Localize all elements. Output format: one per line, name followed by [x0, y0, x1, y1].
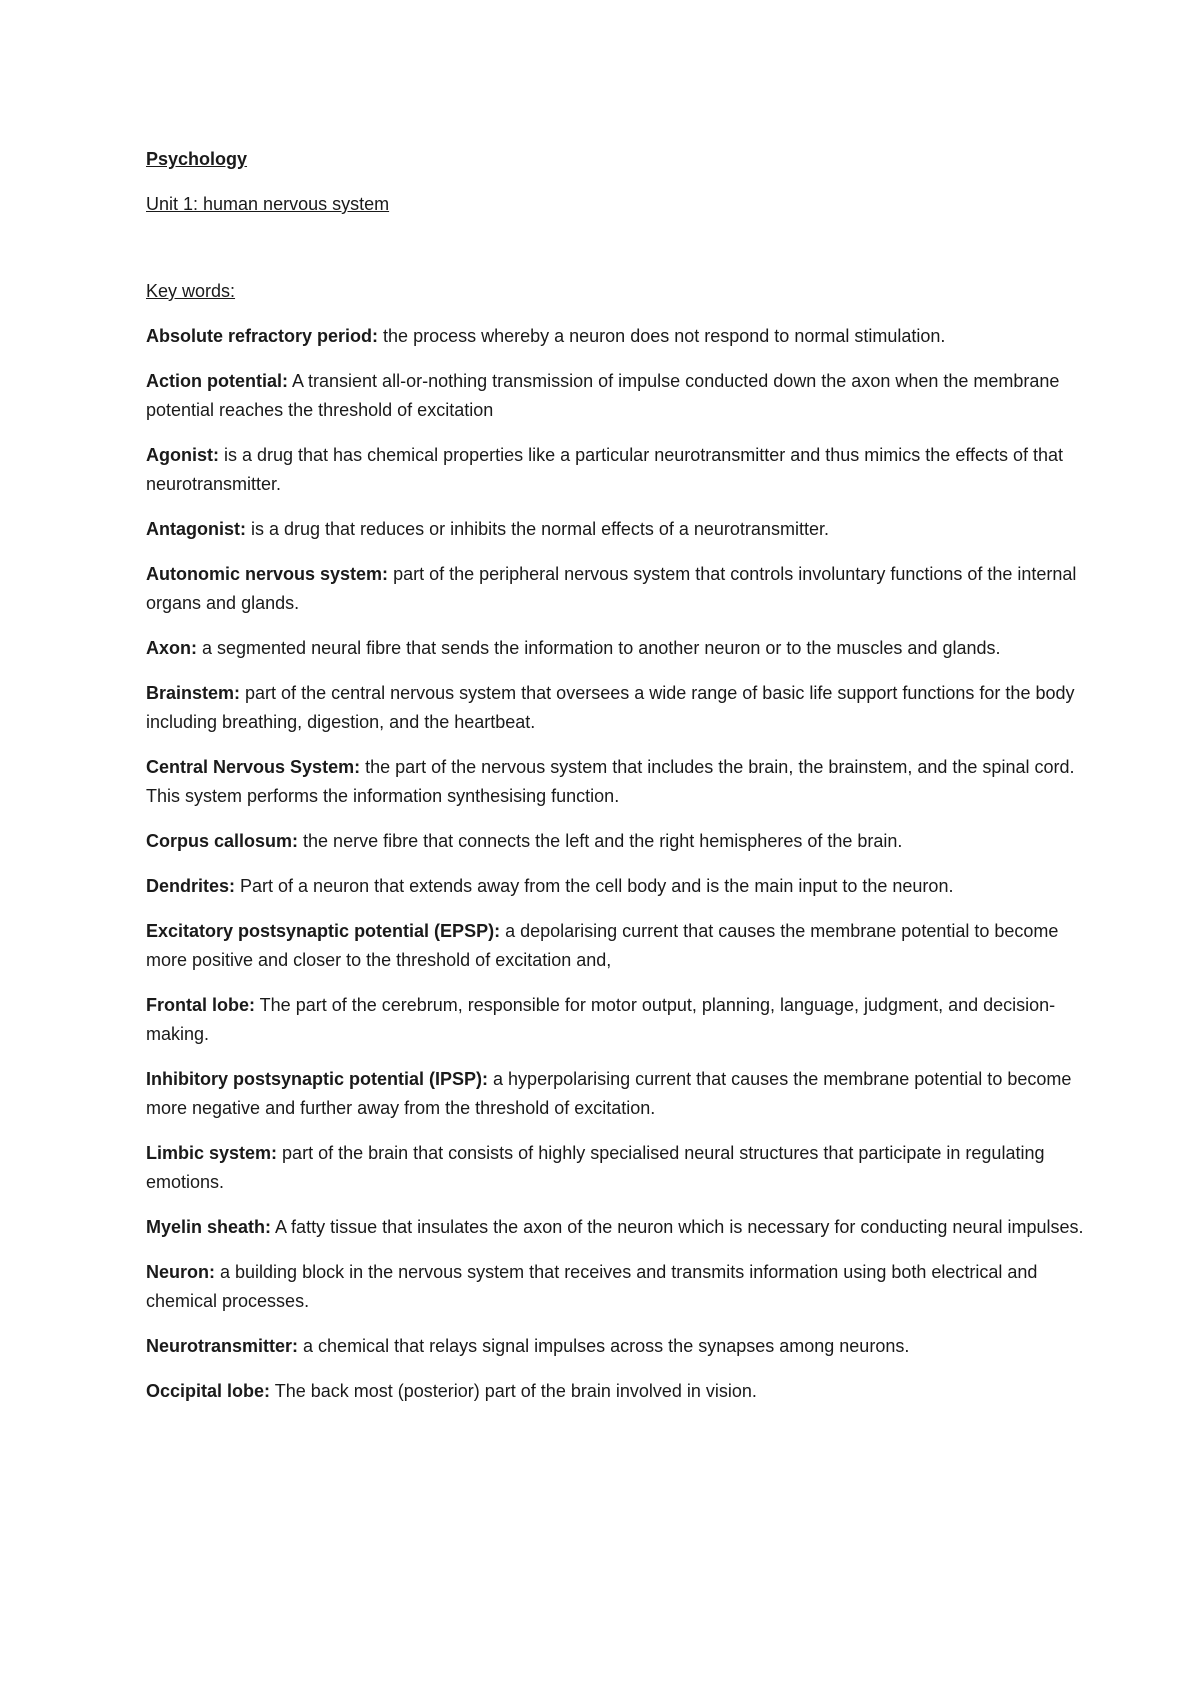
glossary-list — [146, 322, 1086, 1406]
glossary-term: Agonist: — [146, 445, 219, 465]
glossary-term: Axon: — [146, 638, 197, 658]
glossary-definition: a hyperpolarising current that causes the membrane potential to become more negative and further away from the threshold of excitation. — [146, 1069, 1072, 1118]
glossary-term: Neuron: — [146, 1262, 215, 1282]
glossary-definition: part of the peripheral nervous system that controls involuntary functions of the internal organs and glands. — [146, 564, 1077, 613]
glossary-term: Dendrites: — [146, 876, 236, 896]
glossary-entry — [146, 991, 1086, 1049]
glossary-term: Limbic system: — [146, 1143, 278, 1163]
glossary-term: Inhibitory postsynaptic potential (IPSP): — [146, 1069, 489, 1089]
glossary-entry — [146, 1377, 1086, 1406]
glossary-definition: Part of a neuron that extends away from the cell body and is the main input to the neuron. — [235, 876, 954, 896]
glossary-entry — [146, 441, 1086, 499]
document-title: Psychology — [146, 149, 248, 169]
glossary-definition: a segmented neural fibre that sends the information to another neuron or to the muscles and glands. — [197, 638, 1001, 658]
glossary-term: Central Nervous System: — [146, 757, 361, 777]
glossary-entry — [146, 322, 1086, 351]
glossary-definition: part of the central nervous system that oversees a wide range of basic life support functions for the body including breathing, digestion, and the heartbeat. — [146, 683, 1075, 732]
glossary-entry — [146, 1213, 1086, 1242]
glossary-entry — [146, 634, 1086, 663]
glossary-definition: the process whereby a neuron does not respond to normal stimulation. — [378, 326, 946, 346]
glossary-entry — [146, 1139, 1086, 1197]
glossary-entry — [146, 872, 1086, 901]
glossary-term: Brainstem: — [146, 683, 241, 703]
glossary-definition: a building block in the nervous system that receives and transmits information using both electrical and chemical processes. — [146, 1262, 1038, 1311]
glossary-definition: A transient all-or-nothing transmission of impulse conducted down the axon when the membrane potential reaches the threshold of excitation — [146, 371, 1060, 420]
glossary-definition: The back most (posterior) part of the brain involved in vision. — [270, 1381, 757, 1401]
glossary-term: Corpus callosum: — [146, 831, 299, 851]
glossary-definition: part of the brain that consists of highly specialised neural structures that participate in regulating emotions. — [146, 1143, 1045, 1192]
glossary-term: Absolute refractory period: — [146, 326, 379, 346]
glossary-entry — [146, 753, 1086, 811]
glossary-definition: a depolarising current that causes the membrane potential to become more positive and closer to the threshold of excitation and, — [146, 921, 1059, 970]
glossary-definition: a chemical that relays signal impulses across the synapses among neurons. — [298, 1336, 910, 1356]
glossary-entry — [146, 827, 1086, 856]
glossary-entry — [146, 917, 1086, 975]
keywords-heading: Key words: — [146, 281, 236, 301]
glossary-term: Frontal lobe: — [146, 995, 255, 1015]
glossary-term: Action potential: — [146, 371, 288, 391]
glossary-term: Antagonist: — [146, 519, 246, 539]
document-content — [146, 145, 1086, 1422]
glossary-term: Myelin sheath: — [146, 1217, 272, 1237]
glossary-entry — [146, 367, 1086, 425]
glossary-definition: the part of the nervous system that includes the brain, the brainstem, and the spinal cord. This system performs the information synthesising function. — [146, 757, 1075, 806]
glossary-term: Occipital lobe: — [146, 1381, 271, 1401]
glossary-definition: The part of the cerebrum, responsible for motor output, planning, language, judgment, and decision-making. — [146, 995, 1056, 1044]
glossary-entry — [146, 560, 1086, 618]
glossary-definition: the nerve fibre that connects the left and the right hemispheres of the brain. — [298, 831, 903, 851]
glossary-definition: A fatty tissue that insulates the axon of the neuron which is necessary for conducting neural impulses. — [271, 1217, 1084, 1237]
glossary-entry — [146, 1332, 1086, 1361]
glossary-entry — [146, 1258, 1086, 1316]
glossary-term: Autonomic nervous system: — [146, 564, 389, 584]
glossary-term: Neurotransmitter: — [146, 1336, 299, 1356]
glossary-definition: is a drug that has chemical properties like a particular neurotransmitter and thus mimics the effects of that neurotransmitter. — [146, 445, 1064, 494]
glossary-entry — [146, 1065, 1086, 1123]
unit-title: Unit 1: human nervous system — [146, 194, 390, 214]
glossary-entry — [146, 515, 1086, 544]
glossary-definition: is a drug that reduces or inhibits the normal effects of a neurotransmitter. — [245, 519, 829, 539]
glossary-entry — [146, 679, 1086, 737]
glossary-term: Excitatory postsynaptic potential (EPSP): — [146, 921, 501, 941]
